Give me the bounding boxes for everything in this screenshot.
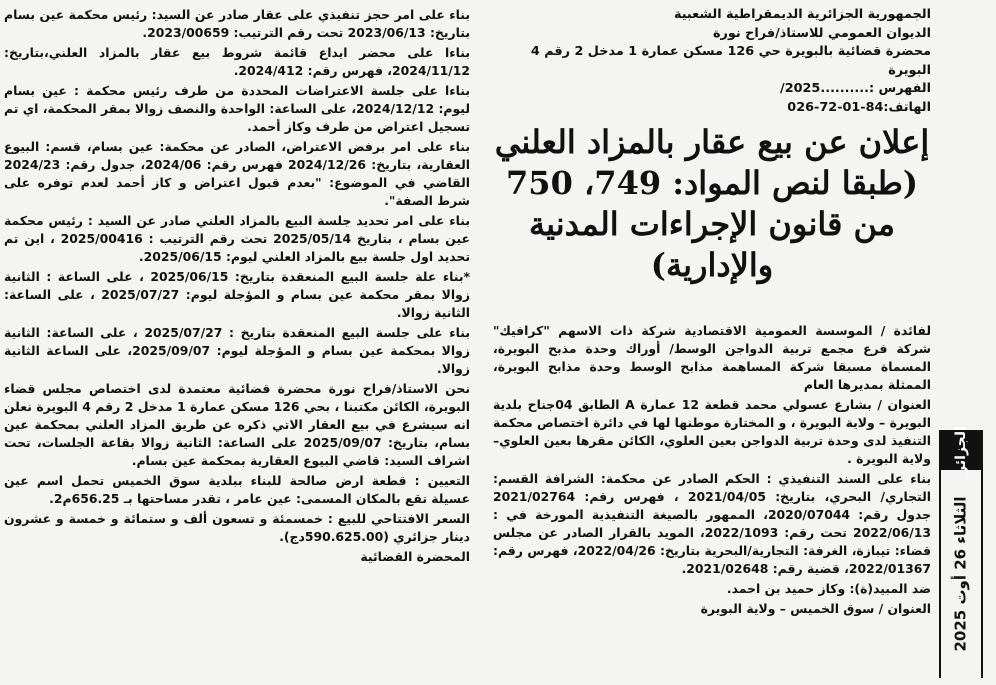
paragraph: بناء على امر حجز تنفيذي على عقار صادر عن السيد: رئيس محكمة عين بسام بتاريخ: 2023/06/13 تحت رقم الترتيب: 2023/00659. [4,7,470,40]
paragraph: بناءا على جلسة الاعتراضات المحددة من طرف رئيس محكمة : عين بسام ليوم: 2024/12/12، على الساعة: الواحدة والنصف زوالا بمقر المحكمة، اي تم تسجيل اعتراض من طرف وكاز أحمد. [4,83,470,134]
left-column-body [4,6,470,566]
right-column-body [493,322,931,620]
paragraph: لفائدة / الموسسة العمومية الاقتصادية شركة ذات الاسهم "كرافيك" شركة فرع مجمع تربية الدواجن الوسط/ أوراك وحدة مذبح البويرة، المسماة مسبقا شركة المساهمة مذابح الوسط وحدة مذابح البويرة، الممثلة بمديرها العام [493,323,931,392]
newspaper-name-box [941,426,981,474]
announcement-title: إعلان عن بيع عقار بالمزاد العلني (طبقا لنص المواد: 749، 750 من قانون الإجراءات المدنية والإدارية) [494,123,930,284]
newspaper-name: الجزائر [953,426,969,474]
paragraph: بناء على امر برفض الاعتراض، الصادر عن محكمة: عين بسام، قسم: البيوع العقارية، بتاريخ: 2024/12/26 فهرس رقم: 2024/06، جدول رقم: 2024/23 القاضي في الموضوع: "بعدم قبول اعتراض و كاز أحمد لعدم توفره على شرط الصفة". [4,139,470,208]
issue-date-box [941,474,981,674]
paragraph: العنوان / بشارع عسولي محمد قطعة 12 عمارة A الطابق 04جناح بلدية البويرة – ولاية البويرة ، و المختارة موطنها لها في دائرة اختصاص محكمة التنفيذ لدى وحدة تربية الدواجن بعين العلوي، الكائن مقرها بعين العلوي– ولاية البويرة . [493,397,932,466]
paragraph: العنوان / سوق الخميس – ولاية البويرة [700,601,931,616]
paragraph: نحن الاستاذ/فراح نورة محضرة قضائية معتمدة لدى اختصاص مجلس قضاء البويرة، الكائن مكتبنا ، بحي 126 مسكن عمارة 1 مدخل 2 رقم 4 البويرة نعلن انه سيشرع في بيع العقار الاتي ذكره عن طريق المزاد العلني بمحكمة عين بسام، بتاريخ: 2025/09/07 على الساعة: الثانية زوالا بقاعة الجلسات، تحت اشراف السيد: قاضي البيوع العقارية بمحكمة عين بسام. [4,381,470,468]
paragraph: السعر الافتتاحي للبيع : خمسمئة و تسعون ألف و ستمائة و خمسة و عشرون دينار جزائري (590.625.00دج). [4,511,470,544]
bailiff-header [493,6,931,117]
issue-date: الثلاثاء 26 أوت 2025 [952,496,970,652]
paragraph: بناء على امر تحديد جلسة البيع بالمزاد العلني صادر عن السيد : رئيس محكمة عين بسام ، بتاريخ 2025/05/14 تحت رقم الترتيب : 2025/00416 ، اين تم تحديد اول جلسة بيع بالمزاد العلني ليوم: 2025/06/15. [4,213,470,264]
paragraph: بناء على جلسة البيع المنعقدة بتاريخ : 2025/07/27 ، على الساعة: الثانية زوالا بمحكمة عين بسام و المؤجلة ليوم: 2025/09/07، على الساعة الثانية زوالا. [4,325,470,376]
newspaper-strip [939,426,983,678]
header-line: الديوان العمومي للاستاذ/فراح نورة [712,25,931,41]
paragraph: *بناء علة جلسة البيع المنعقدة بتاريخ: 2025/06/15 ، على الساعة : الثانية زوالا بمقر محكمة عين بسام و المؤجلة ليوم: 2025/07/27 ، على الساعة: الثانية زوالا. [4,269,470,320]
paragraph: بناءا على محضر ايداع قائمة شروط بيع عقار بالمزاد العلني،بتاريخ: 2024/11/12، فهرس رقم: 2024/412. [4,45,470,78]
paragraph: ضد المبيد(ة): وكاز حميد بن احمد. [726,581,931,596]
paragraph: التعيين : قطعة ارض صالحة للبناء ببلدية سوق الخميس تحمل اسم عين عسيلة تقع بالمكان المسمى: عين عامر ، تقدر مساحتها بـ 656.25م2. [4,473,470,506]
paragraph: بناء على السند التنفيذي : الحكم الصادر عن محكمة: الشرافة القسم: التجاري/ البحري، بتاريخ: 2021/04/05 ، فهرس رقم: 2021/02764 جدول رقم: 2020/07044، الممهور بالصيغة التنفيذية المورخة في : 2022/06/13 تحت رقم: 2022/1093، المويد بالقرار الصادر عن مجلس قضاء: تيبازة، الغرفة: التجارية/البحرية بتاريخ: 2022/04/26، فهرس رقم: 2022/01367، قضية رقم: 2021/02648. [493,471,931,576]
signature: المحضرة القضائية [360,549,470,564]
header-line: الفهرس :..........2025/ [780,81,931,96]
header-line: الجمهورية الجزائرية الديمقراطية الشعبية [673,7,931,22]
header-line: الهاتف:84-01-72-026 [787,99,931,115]
signature-row [4,548,470,566]
header-line: محضرة قضائية بالبويرة حي 126 مسكن عمارة 1 مدخل 2 رقم 4 البويرة [530,44,931,78]
